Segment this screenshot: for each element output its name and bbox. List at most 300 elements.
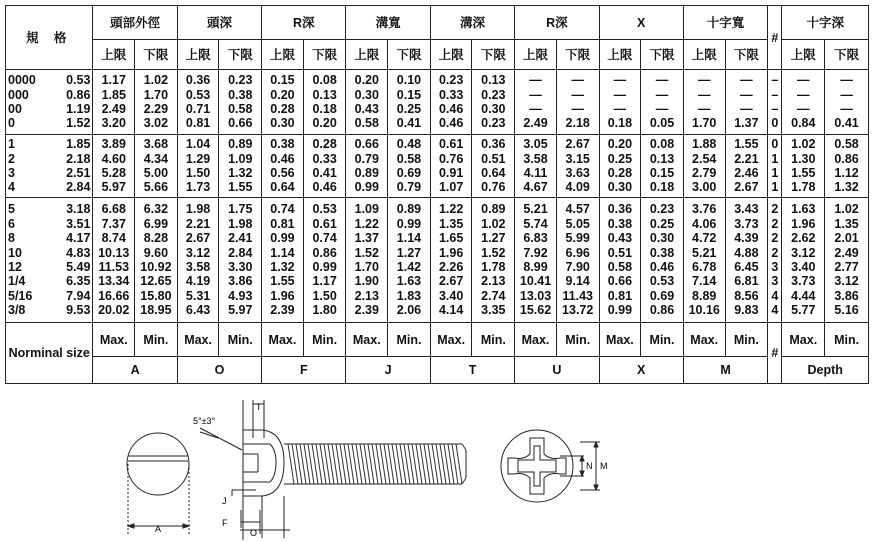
table-value: 1.83 bbox=[396, 288, 422, 303]
table-value: 1.50 bbox=[312, 288, 337, 303]
table-value: 5.16 bbox=[834, 303, 859, 318]
table-value: 3.86 bbox=[834, 288, 859, 303]
table-value: 1.04 bbox=[185, 137, 211, 152]
table-value: 3.12 bbox=[791, 245, 816, 260]
table-value: 4.19 bbox=[185, 274, 211, 289]
table-value: 5.97 bbox=[228, 303, 253, 318]
value-cell bbox=[556, 70, 599, 135]
gauge-line bbox=[6, 274, 92, 288]
upper-header: 上限 bbox=[177, 40, 219, 70]
table-value: 6.81 bbox=[734, 274, 759, 289]
table-value: 3.73 bbox=[791, 274, 816, 289]
table-value: 0.20 bbox=[312, 116, 337, 131]
table-value: 2.67 bbox=[565, 137, 590, 152]
table-value: 1.22 bbox=[438, 202, 464, 217]
table-value: 1.70 bbox=[354, 260, 379, 274]
table-value: 5.31 bbox=[185, 288, 211, 303]
table-value: 1.52 bbox=[481, 245, 506, 260]
table-value: 1.09 bbox=[228, 151, 253, 166]
size-diameter: 5.49 bbox=[66, 260, 91, 274]
table-value: 0.74 bbox=[312, 231, 337, 246]
table-value: 3.00 bbox=[692, 180, 717, 195]
table-value: 1.55 bbox=[228, 180, 253, 195]
letter-t: T bbox=[430, 357, 514, 384]
table-value: 1.22 bbox=[354, 216, 379, 231]
value-cell bbox=[93, 135, 135, 198]
thread-hatching bbox=[288, 444, 462, 484]
table-value: 8.99 bbox=[523, 260, 548, 274]
upper-header: 上限 bbox=[430, 40, 472, 70]
table-value: 0.23 bbox=[649, 202, 675, 217]
table-value: 0.23 bbox=[438, 73, 464, 88]
table-value: 0.41 bbox=[312, 166, 337, 180]
letter-o: O bbox=[177, 357, 261, 384]
table-value: 0.20 bbox=[607, 137, 633, 152]
table-value: 12.65 bbox=[140, 274, 172, 289]
value-cell bbox=[219, 198, 262, 323]
table-value: 0.86 bbox=[312, 245, 337, 260]
size-diameter: 3.18 bbox=[66, 202, 91, 217]
table-value: 16.66 bbox=[98, 288, 130, 303]
lower-header: 下限 bbox=[472, 40, 515, 70]
table-value: — bbox=[740, 73, 753, 88]
table-value: 0.13 bbox=[649, 151, 675, 166]
table-value: — bbox=[529, 73, 542, 88]
min-label: Min. bbox=[303, 323, 346, 357]
group-header-r-depth-2: R深 bbox=[515, 6, 599, 40]
letter-m: M bbox=[683, 357, 767, 384]
table-value: 1.42 bbox=[396, 260, 422, 274]
group-header-cross-width: 十字寬 bbox=[683, 6, 767, 40]
value-cell bbox=[641, 135, 684, 198]
table-value: 1.29 bbox=[185, 151, 211, 166]
value-cell bbox=[219, 70, 262, 135]
table-value: 4.39 bbox=[734, 231, 759, 246]
size-diameter: 0.53 bbox=[66, 73, 91, 88]
letter-a: A bbox=[93, 357, 177, 384]
table-value: 0.46 bbox=[312, 180, 337, 195]
table-value: 2 bbox=[771, 202, 779, 217]
table-value: 5.28 bbox=[101, 166, 126, 180]
table-value: 1.96 bbox=[270, 288, 295, 303]
table-value: — bbox=[571, 87, 584, 102]
lower-header: 下限 bbox=[825, 40, 869, 70]
table-value: 0.81 bbox=[270, 216, 295, 231]
table-value: 1.78 bbox=[791, 180, 816, 195]
table-value: 0.69 bbox=[396, 166, 422, 180]
table-value: 7.90 bbox=[565, 260, 590, 274]
value-cell bbox=[262, 198, 304, 323]
table-value: 0.66 bbox=[354, 137, 379, 152]
table-value: 0.08 bbox=[312, 73, 337, 88]
table-value: 1 bbox=[771, 151, 779, 166]
table-value: 1.14 bbox=[270, 245, 295, 260]
table-value: 1 bbox=[771, 166, 779, 180]
value-cell bbox=[556, 198, 599, 323]
table-value: 0.18 bbox=[312, 102, 337, 116]
table-value: 1.63 bbox=[791, 202, 816, 217]
table-value: 4.09 bbox=[565, 180, 590, 195]
table-value: 7.92 bbox=[523, 245, 548, 260]
value-cell bbox=[515, 198, 557, 323]
value-cell bbox=[725, 135, 768, 198]
upper-header: 上限 bbox=[599, 40, 641, 70]
table-value: 0.43 bbox=[607, 231, 633, 246]
value-cell bbox=[782, 135, 825, 198]
table-value: 0.76 bbox=[481, 180, 506, 195]
table-value: 3.35 bbox=[481, 303, 506, 318]
table-value: 3.89 bbox=[101, 137, 126, 152]
table-value: 3.86 bbox=[228, 274, 253, 289]
table-value: 2.77 bbox=[834, 260, 859, 274]
value-cell bbox=[219, 135, 262, 198]
table-value: 1.98 bbox=[185, 202, 211, 217]
value-cell bbox=[430, 198, 472, 323]
table-value: 0.58 bbox=[607, 260, 633, 274]
table-value: – bbox=[771, 73, 779, 88]
table-value: 0.66 bbox=[228, 116, 253, 131]
table-value: 1.14 bbox=[396, 231, 422, 246]
letter-j: J bbox=[346, 357, 430, 384]
value-cell bbox=[825, 135, 869, 198]
table-value: 0.84 bbox=[791, 116, 816, 131]
size-diameter: 1.19 bbox=[66, 102, 91, 116]
table-value: 1 bbox=[771, 180, 779, 195]
table-value: 3.05 bbox=[523, 137, 548, 152]
table-value: 1.17 bbox=[101, 73, 126, 88]
gauge-cell bbox=[6, 198, 93, 323]
table-value: 2.67 bbox=[438, 274, 464, 289]
table-value: 1.65 bbox=[438, 231, 464, 246]
value-cell bbox=[825, 198, 869, 323]
table-value: 0.15 bbox=[270, 73, 295, 88]
gauge-line bbox=[6, 102, 92, 116]
table-value: — bbox=[697, 73, 711, 88]
value-cell bbox=[782, 198, 825, 323]
table-value: 2.21 bbox=[734, 151, 759, 166]
label-f: F bbox=[222, 518, 228, 528]
gauge-line bbox=[6, 137, 92, 151]
table-value: 1.52 bbox=[354, 245, 379, 260]
table-value: 10.16 bbox=[688, 303, 720, 318]
table-value: 1.17 bbox=[312, 274, 337, 289]
table-value: 0.28 bbox=[270, 102, 295, 116]
table-value: — bbox=[840, 87, 853, 102]
value-cell bbox=[556, 135, 599, 198]
table-value: 2.74 bbox=[481, 288, 506, 303]
table-value: 3 bbox=[771, 274, 779, 289]
table-value: 1.96 bbox=[438, 245, 464, 260]
value-cell bbox=[262, 70, 304, 135]
table-value: — bbox=[797, 102, 810, 116]
table-value: 1.02 bbox=[834, 202, 859, 217]
table-value: 0.99 bbox=[396, 216, 422, 231]
lower-header: 下限 bbox=[388, 40, 431, 70]
table-value: — bbox=[697, 87, 711, 102]
table-value: 1.63 bbox=[396, 274, 422, 289]
table-value: 20.02 bbox=[98, 303, 130, 318]
screw-drawings bbox=[0, 398, 874, 542]
table-value: 3.40 bbox=[791, 260, 816, 274]
spec-body bbox=[6, 70, 869, 323]
table-value: 6.32 bbox=[143, 202, 169, 217]
value-cell bbox=[430, 70, 472, 135]
table-value: 18.95 bbox=[140, 303, 172, 318]
table-value: — bbox=[655, 73, 669, 88]
table-value: 1.73 bbox=[185, 180, 211, 195]
table-value: 0.43 bbox=[354, 102, 379, 116]
table-value: 3.63 bbox=[565, 166, 590, 180]
value-cell bbox=[641, 198, 684, 323]
gauge-line bbox=[6, 88, 92, 102]
table-value: 0.08 bbox=[649, 137, 675, 152]
table-value: 2.01 bbox=[834, 231, 859, 246]
table-value: 0.58 bbox=[228, 102, 253, 116]
table-value: 0.81 bbox=[185, 116, 211, 131]
header-sub-row bbox=[6, 40, 869, 70]
gauge-cell bbox=[6, 70, 93, 135]
table-value: 1.70 bbox=[143, 87, 169, 102]
table-value: 1.37 bbox=[354, 231, 379, 246]
table-value: 2.54 bbox=[692, 151, 717, 166]
value-cell bbox=[725, 70, 768, 135]
table-value: 2.79 bbox=[692, 166, 717, 180]
table-value: 0.23 bbox=[481, 116, 506, 131]
value-cell bbox=[388, 70, 431, 135]
label-j: J bbox=[222, 496, 227, 506]
table-value: 1.02 bbox=[791, 137, 816, 152]
footer-letter-row bbox=[6, 357, 869, 384]
spec-table bbox=[5, 5, 869, 384]
table-value: 5.66 bbox=[143, 180, 169, 195]
table-value: 0.23 bbox=[481, 87, 506, 102]
letter-x: X bbox=[599, 357, 683, 384]
table-block-row bbox=[6, 135, 869, 198]
table-value: 0.64 bbox=[481, 166, 506, 180]
table-value: 0.41 bbox=[396, 116, 422, 131]
value-cell bbox=[93, 70, 135, 135]
table-value: 0.89 bbox=[354, 166, 379, 180]
lower-header: 下限 bbox=[641, 40, 684, 70]
gauge-header: 規 格 bbox=[6, 6, 93, 70]
table-value: 8.89 bbox=[692, 288, 717, 303]
max-label: Max. bbox=[515, 323, 557, 357]
table-value: 0.30 bbox=[270, 116, 295, 131]
table-value: 6.43 bbox=[185, 303, 211, 318]
table-value: 0.13 bbox=[312, 87, 337, 102]
table-value: 4.67 bbox=[523, 180, 548, 195]
table-value: 5.21 bbox=[523, 202, 548, 217]
table-value: 0.41 bbox=[834, 116, 859, 131]
table-value: 0.36 bbox=[185, 73, 211, 88]
table-value: 3.20 bbox=[101, 116, 126, 131]
value-cell bbox=[472, 198, 515, 323]
max-label: Max. bbox=[782, 323, 825, 357]
table-value: — bbox=[529, 87, 542, 102]
size-diameter: 3.51 bbox=[66, 216, 91, 231]
size-diameter: 7.94 bbox=[66, 288, 91, 303]
table-value: 0.61 bbox=[438, 137, 464, 152]
table-value: 6.45 bbox=[734, 260, 759, 274]
table-value: 1.32 bbox=[270, 260, 295, 274]
size-name: 3/8 bbox=[8, 303, 26, 318]
table-value: 2.49 bbox=[523, 116, 548, 131]
table-value: 1.75 bbox=[228, 202, 253, 217]
label-t: T bbox=[256, 402, 262, 412]
table-value: 2.26 bbox=[438, 260, 464, 274]
table-value: — bbox=[740, 102, 753, 116]
label-n: N bbox=[586, 461, 593, 471]
value-cell bbox=[135, 70, 178, 135]
table-value: 1.90 bbox=[354, 274, 379, 289]
gauge-line bbox=[6, 246, 92, 260]
table-value: 0.30 bbox=[354, 87, 379, 102]
table-value: 2.67 bbox=[734, 180, 759, 195]
table-value: 11.53 bbox=[98, 260, 130, 274]
table-value: 2.62 bbox=[791, 231, 816, 246]
table-value: 0.10 bbox=[396, 73, 422, 88]
table-value: 2.18 bbox=[565, 116, 590, 131]
table-value: 0.38 bbox=[228, 87, 253, 102]
table-value: — bbox=[571, 73, 584, 88]
table-value: — bbox=[797, 73, 810, 88]
table-value: 0.36 bbox=[481, 137, 506, 152]
value-cell bbox=[346, 70, 388, 135]
table-value: 0.18 bbox=[607, 116, 633, 131]
table-value: 1.37 bbox=[734, 116, 759, 131]
table-value: 1.70 bbox=[692, 116, 717, 131]
table-value: 0.25 bbox=[649, 216, 675, 231]
table-value: — bbox=[840, 102, 853, 116]
value-cell bbox=[683, 70, 725, 135]
lower-header: 下限 bbox=[725, 40, 768, 70]
max-label: Max. bbox=[262, 323, 304, 357]
size-name: 8 bbox=[8, 231, 15, 246]
group-header-slot-depth: 溝深 bbox=[430, 6, 514, 40]
table-value: 5.99 bbox=[565, 231, 590, 246]
table-value: — bbox=[655, 102, 669, 116]
table-value: 10.92 bbox=[140, 260, 172, 274]
table-value: 5.21 bbox=[692, 245, 717, 260]
table-value: 0.05 bbox=[649, 116, 675, 131]
table-value: 0.33 bbox=[438, 87, 464, 102]
table-value: 0.51 bbox=[607, 245, 633, 260]
table-value: 0.25 bbox=[396, 102, 422, 116]
nominal-size-label: Norminal size bbox=[6, 323, 93, 384]
label-angle: 5°±3° bbox=[193, 416, 216, 426]
size-diameter: 4.83 bbox=[66, 245, 91, 260]
table-value: 0.13 bbox=[481, 73, 506, 88]
table-value: 0.76 bbox=[438, 151, 464, 166]
table-value: 2.84 bbox=[228, 245, 253, 260]
table-value: 4 bbox=[771, 303, 779, 318]
max-label: Max. bbox=[177, 323, 219, 357]
table-value: 1.02 bbox=[481, 216, 506, 231]
table-value: 0.15 bbox=[396, 87, 422, 102]
table-value: 0.53 bbox=[185, 87, 211, 102]
table-value: 5.00 bbox=[143, 166, 169, 180]
table-value: 4.57 bbox=[565, 202, 590, 217]
value-cell bbox=[472, 70, 515, 135]
size-name: 000 bbox=[8, 87, 29, 102]
table-block-row bbox=[6, 70, 869, 135]
table-value: 0.56 bbox=[270, 166, 295, 180]
gauge-line bbox=[6, 73, 92, 87]
table-value: 15.80 bbox=[140, 288, 172, 303]
table-value: 2 bbox=[771, 216, 779, 231]
table-value: — bbox=[613, 102, 627, 116]
size-diameter: 1.52 bbox=[66, 116, 91, 131]
group-header-slot-width: 溝寬 bbox=[346, 6, 430, 40]
lower-header: 下限 bbox=[135, 40, 178, 70]
header-group-row bbox=[6, 6, 869, 40]
value-cell bbox=[515, 135, 557, 198]
size-diameter: 6.35 bbox=[66, 274, 91, 289]
min-label: Min. bbox=[725, 323, 768, 357]
table-value: 0.38 bbox=[607, 216, 633, 231]
gauge-line bbox=[6, 180, 92, 194]
table-value: 0.79 bbox=[396, 180, 422, 195]
table-value: 8.74 bbox=[101, 231, 126, 246]
min-label: Min. bbox=[135, 323, 178, 357]
table-value: 0.86 bbox=[649, 303, 675, 318]
table-value: — bbox=[840, 73, 853, 88]
value-cell bbox=[515, 70, 557, 135]
value-cell bbox=[599, 135, 641, 198]
min-label: Min. bbox=[556, 323, 599, 357]
lower-header: 下限 bbox=[556, 40, 599, 70]
size-name: 0 bbox=[8, 116, 15, 131]
table-value: 0.46 bbox=[649, 260, 675, 274]
table-value: 2.49 bbox=[834, 245, 859, 260]
table-value: 0.46 bbox=[438, 116, 464, 131]
size-diameter: 2.18 bbox=[66, 151, 91, 166]
gauge-line bbox=[6, 289, 92, 303]
value-cell bbox=[346, 135, 388, 198]
table-value: 6.96 bbox=[565, 245, 590, 260]
table-value: 0.33 bbox=[312, 151, 337, 166]
size-name: 10 bbox=[8, 245, 22, 260]
table-value: 0 bbox=[771, 137, 779, 152]
table-value: 2.13 bbox=[481, 274, 506, 289]
value-cell bbox=[683, 198, 725, 323]
table-value: 4.44 bbox=[791, 288, 816, 303]
value-cell bbox=[683, 135, 725, 198]
size-name: 12 bbox=[8, 260, 22, 274]
table-value: 0.38 bbox=[649, 245, 675, 260]
value-cell bbox=[346, 198, 388, 323]
gauge-line bbox=[6, 166, 92, 180]
table-value: 3.73 bbox=[734, 216, 759, 231]
table-value: 3.40 bbox=[438, 288, 464, 303]
table-value: 13.34 bbox=[98, 274, 130, 289]
value-cell bbox=[599, 198, 641, 323]
table-value: 1.55 bbox=[791, 166, 816, 180]
table-value: 0.58 bbox=[834, 137, 859, 152]
value-cell bbox=[135, 198, 178, 323]
table-value: 0.81 bbox=[607, 288, 633, 303]
table-value: 0.89 bbox=[396, 202, 422, 217]
table-value: — bbox=[571, 102, 584, 116]
size-diameter: 0.86 bbox=[66, 87, 91, 102]
table-value: 2 bbox=[771, 245, 779, 260]
letter-f: F bbox=[262, 357, 346, 384]
table-value: 1.96 bbox=[791, 216, 816, 231]
table-value: 0.30 bbox=[607, 180, 633, 195]
gauge-line bbox=[6, 116, 92, 130]
max-label: Max. bbox=[599, 323, 641, 357]
hash-cell bbox=[768, 198, 782, 323]
